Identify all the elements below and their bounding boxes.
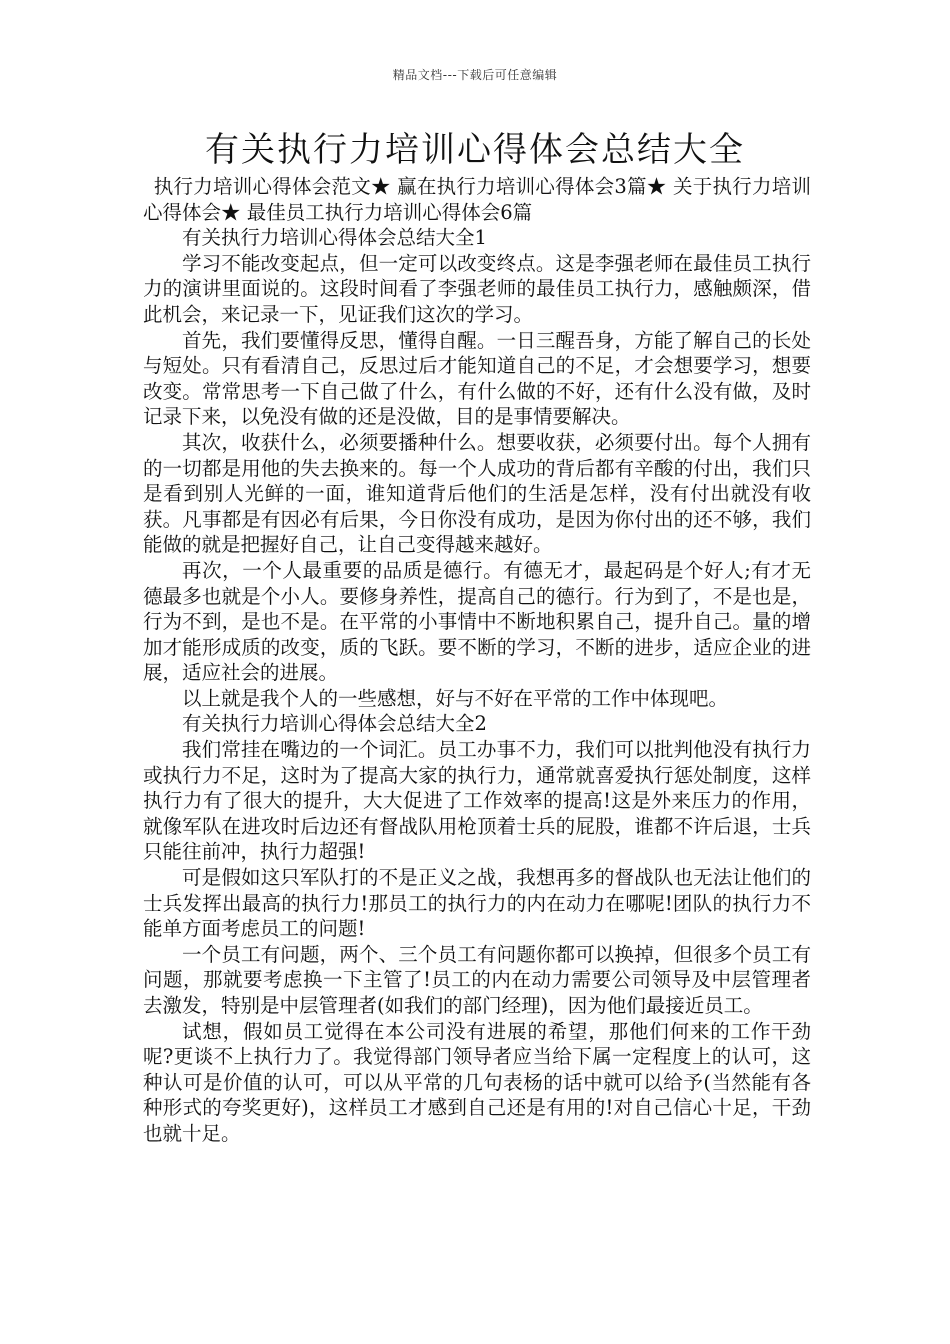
section-heading-2: 有关执行力培训心得体会总结大全2 xyxy=(182,712,487,736)
paragraph: 我们常挂在嘴边的一个词汇。员工办事不力，我们可以批判他没有执行力或执行力不足，这时为了提高大家的执行力，通常就喜爱执行惩处制度，这样执行力有了很大的提升，大大促进了工作效率的提高!这是外来压力的作用，就像军队在进攻时后边还有督战队用枪顶着士兵的屁股，谁都不许后退，士兵只能往前冲，执行力超强! xyxy=(143,738,811,864)
related-links-line: 执行力培训心得体会范文★ 赢在执行力培训心得体会3篇★ 关于执行力培训心得体会★ 最佳员工执行力培训心得体会6篇 xyxy=(143,175,811,224)
paragraph: 可是假如这只军队打的不是正义之战，我想再多的督战队也无法让他们的士兵发挥出最高的执行力!那员工的执行力的内在动力在哪呢!团队的执行力不能单方面考虑员工的问题! xyxy=(143,866,811,941)
section-heading-1: 有关执行力培训心得体会总结大全1 xyxy=(182,226,487,250)
paragraph: 其次，收获什么，必须要播种什么。想要收获，必须要付出。每个人拥有的一切都是用他的失去换来的。每一个人成功的背后都有辛酸的付出，我们只是看到别人光鲜的一面，谁知道背后他们的生活是怎样，没有付出就没有收获。凡事都是有因必有后果，今日你没有成功，是因为你付出的还不够，我们能做的就是把握好自己，让自己变得越来越好。 xyxy=(143,430,811,557)
paragraph: 试想，假如员工觉得在本公司没有进展的希望，那他们何来的工作干劲呢?更谈不上执行力了。我觉得部门领导者应当给下属一定程度上的认可，这种认可是价值的认可，可以从平常的几句表杨的话中就可以给予(当然能有各种形式的夸奖更好)，这样员工才感到自己还是有用的!对自己信心十足，干劲也就十足。 xyxy=(143,1019,811,1145)
paragraph: 再次，一个人最重要的品质是德行。有德无才，最起码是个好人;有才无德最多也就是个小人。要修身养性，提高自己的德行。行为到了，不是也是，行为不到，是也不是。在平常的小事情中不断地积累自己，提升自己。量的增加才能形成质的改变，质的飞跃。要不断的学习，不断的进步，适应企业的进展，适应社会的进展。 xyxy=(143,558,811,685)
paragraph: 学习不能改变起点，但一定可以改变终点。这是李强老师在最佳员工执行力的演讲里面说的。这段时间看了李强老师的最佳员工执行力，感触颇深，借此机会，来记录一下，见证我们这次的学习。 xyxy=(143,251,811,326)
paragraph: 以上就是我个人的一些感想，好与不好在平常的工作中体现吧。 xyxy=(182,686,729,710)
header-note: 精品文档---下载后可任意编辑 xyxy=(392,68,558,82)
paragraph: 首先，我们要懂得反思，懂得自醒。一日三醒吾身，方能了解自己的长处与短处。只有看清自己，反思过后才能知道自己的不足，才会想要学习，想要改变。常常思考一下自己做了什么，有什么做的不好，还有什么没有做，及时记录下来，以免没有做的还是没做，目的是事情要解决。 xyxy=(143,328,811,429)
paragraph: 一个员工有问题，两个、三个员工有问题你都可以换掉，但很多个员工有问题，那就要考虑换一下主管了!员工的内在动力需要公司领导及中层管理者去激发，特别是中层管理者(如我们的部门经理)，因为他们最接近员工。 xyxy=(143,942,811,1017)
page-title: 有关执行力培训心得体会总结大全 xyxy=(205,130,745,170)
document-body xyxy=(143,174,811,1147)
